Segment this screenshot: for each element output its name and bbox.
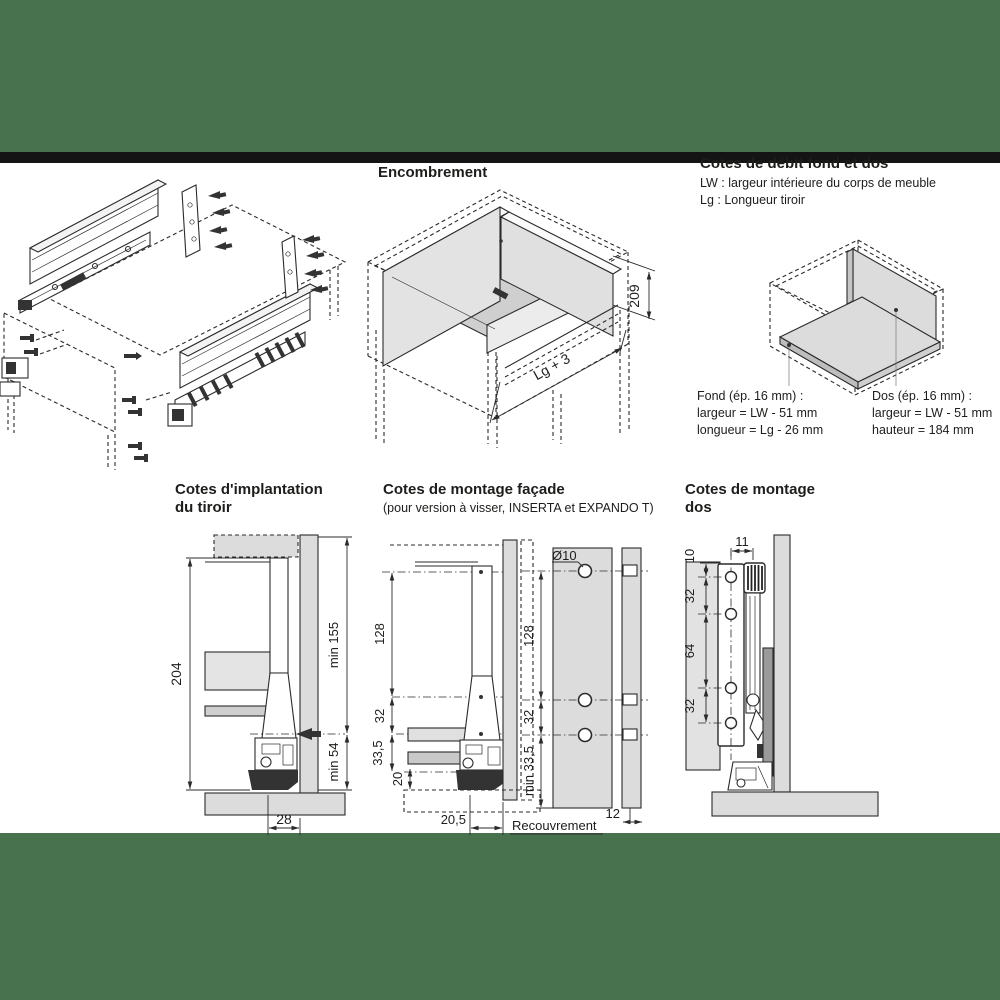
facade-drawing — [370, 540, 648, 835]
dos-line3: hauteur = 184 mm — [872, 423, 974, 437]
debit-drawing — [770, 240, 943, 395]
legend-lg: Lg : Longueur tiroir — [700, 193, 805, 207]
dim-28: 28 — [276, 811, 292, 827]
fond-line1: Fond (ép. 16 mm) : — [697, 389, 804, 403]
screws-back-bracket-1 — [208, 191, 232, 250]
expando-screws — [20, 334, 148, 462]
dos-line1: Dos (ép. 16 mm) : — [872, 389, 973, 403]
title-facade: Cotes de montage façade — [383, 481, 565, 498]
fond-line2: largeur = LW - 51 mm — [697, 406, 818, 420]
dim-p128: 128 — [521, 625, 536, 647]
dim-min54: min 54 — [326, 742, 341, 782]
implantation-drawing — [168, 535, 352, 835]
dos-line2: largeur = LW - 51 mm — [872, 406, 993, 420]
title-dos-l2: dos — [685, 499, 712, 516]
fond-line3: longueur = Lg - 26 mm — [697, 423, 824, 437]
dim-335: 33,5 — [370, 740, 385, 766]
exploded-view-drawing — [0, 180, 345, 470]
title-implantation-l2: du tiroir — [175, 499, 232, 516]
dim-10: 10 — [682, 548, 697, 564]
subtitle-facade: (pour version à visser, INSERTA et EXPANDO T) — [383, 501, 654, 515]
dos-drawing — [682, 534, 878, 816]
title-encombrement: Encombrement — [378, 164, 488, 181]
dim-64: 64 — [682, 643, 697, 659]
dim-p32: 32 — [521, 709, 536, 725]
dim-32b: 32 — [682, 698, 697, 714]
dim-204: 204 — [168, 662, 184, 686]
dim-12: 12 — [605, 806, 620, 821]
encombrement-drawing — [368, 190, 655, 448]
dim-205: 20,5 — [440, 812, 466, 827]
title-implantation-l1: Cotes d'implantation — [175, 481, 323, 498]
dim-lg3: Lg + 3 — [530, 350, 573, 384]
screws-back-bracket-2 — [302, 235, 328, 293]
label-diam10: Ø10 — [552, 548, 577, 563]
dim-pmin335: min 33,5 — [521, 746, 536, 796]
title-debit: Cotes de débit fond et dos — [700, 155, 889, 172]
dim-11: 11 — [735, 534, 749, 549]
dim-209: 209 — [626, 284, 642, 308]
dim-min155: min 155 — [326, 621, 341, 669]
legend-lw: LW : largeur intérieure du corps de meuble — [700, 176, 936, 190]
dim-32a: 32 — [682, 588, 697, 604]
title-dos-l1: Cotes de montage — [685, 481, 816, 498]
dim-128: 128 — [372, 623, 387, 645]
dim-20: 20 — [390, 771, 405, 787]
dim-32: 32 — [372, 708, 387, 724]
label-recouvrement: Recouvrement — [512, 818, 597, 833]
